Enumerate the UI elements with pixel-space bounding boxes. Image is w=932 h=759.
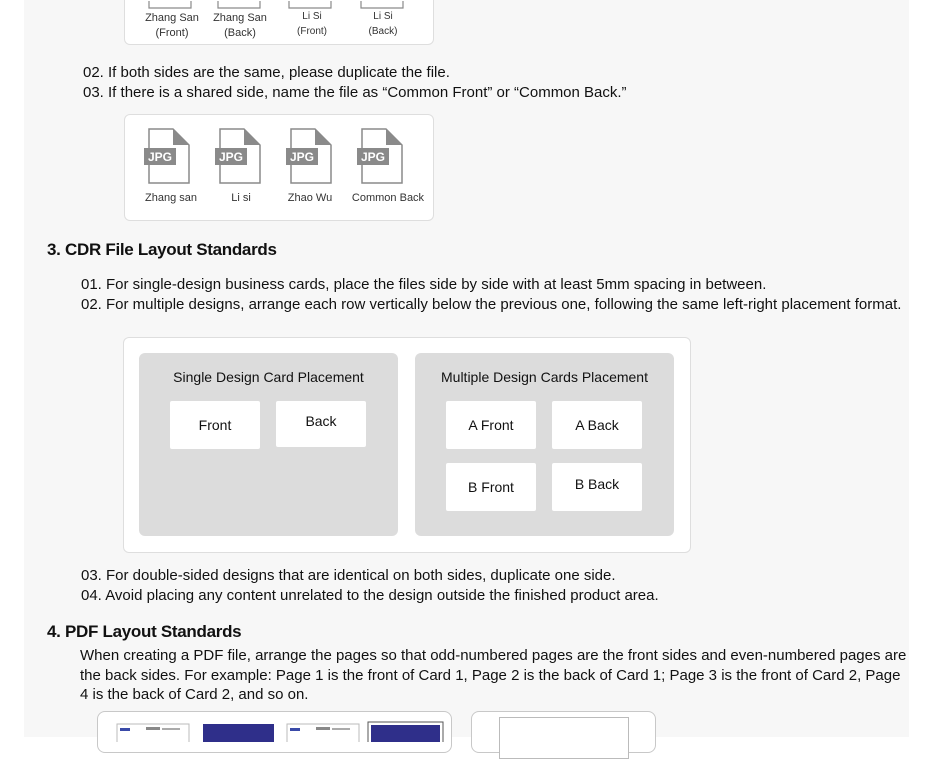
file-label-li-si-front (277, 9, 347, 39)
section-3-heading: 3. CDR File Layout Standards (47, 240, 277, 259)
business-card-thumbnails (98, 712, 451, 742)
jpg-file-icon (143, 128, 191, 184)
jpg-file-icon (356, 128, 404, 184)
file-label-line1: Li Si (373, 11, 393, 22)
rule-02-duplicate: 02. If both sides are the same, please duplicate the file. (83, 64, 450, 81)
single-back-card: Back (276, 401, 366, 447)
blank-page-thumbnail (499, 717, 629, 759)
b-back-card: B Back (552, 463, 642, 511)
multiple-design-placement-box (415, 353, 674, 536)
single-design-placement-box (139, 353, 398, 536)
rule-03-shared-side: 03. If there is a shared side, name the file as “Common Front” or “Common Back.” (83, 84, 627, 101)
file-label-li-si-back (348, 9, 418, 39)
a-front-card: A Front (446, 401, 536, 449)
section-4-paragraph: When creating a PDF file, arrange the pages so that odd-numbered pages are the front sides and even-numbered pages are the back sides. For example: Page 1 is the front of Card 1, Page 2 is the back of Card 1; Page 3 is the front of Card 2, Page 4 is the back of Card 2, and so on. (80, 647, 907, 703)
cdr-layout-diagram-card (123, 337, 691, 553)
file-label-zhang-san-front (137, 11, 207, 41)
jpg-file-icon (285, 128, 333, 184)
file-label-line2: (Back) (224, 27, 256, 39)
section-4-heading: 4. PDF Layout Standards (47, 622, 242, 641)
section-3-rule-03: 03. For double-sided designs that are identical on both sides, duplicate one side. (81, 567, 616, 584)
section-3-rule-02: 02. For multiple designs, arrange each row vertically below the previous one, following the same left-right placement format. (81, 296, 902, 313)
jpg-files-card (124, 114, 434, 221)
multiple-design-title: Multiple Design Cards Placement (441, 369, 648, 385)
file-label-zhang-san-back (205, 11, 275, 41)
file-label-line1: Li Si (302, 11, 322, 22)
pdf-pages-frame-left (97, 711, 452, 753)
pdf-pages-frame-right (471, 711, 656, 753)
file-label-line2: (Front) (297, 26, 327, 37)
file-label-line2: (Back) (368, 26, 398, 37)
section-3-rule-01: 01. For single-design business cards, place the files side by side with at least 5mm spacing in between. (81, 276, 767, 293)
section-3-rule-04: 04. Avoid placing any content unrelated to the design outside the finished product area. (81, 587, 659, 604)
file-naming-example-card (124, 0, 434, 45)
jpg-file-label: Zhang san (145, 192, 197, 204)
jpg-file-icon (214, 128, 262, 184)
file-label-line1: Zhang San (145, 12, 199, 24)
a-back-card: A Back (552, 401, 642, 449)
jpg-file-label: Common Back (351, 192, 425, 204)
file-label-line1: Zhang San (213, 12, 267, 24)
jpg-badge-text: JPG (360, 150, 386, 164)
jpg-file-label: Li si (231, 192, 251, 204)
jpg-file-label: Zhao Wu (287, 192, 333, 204)
jpg-badge-text: JPG (147, 150, 173, 164)
single-design-title: Single Design Card Placement (173, 369, 364, 385)
single-front-card: Front (170, 401, 260, 449)
jpg-badge-text: JPG (218, 150, 244, 164)
file-label-line2: (Front) (155, 27, 189, 39)
b-front-card: B Front (446, 463, 536, 511)
jpg-badge-text: JPG (289, 150, 315, 164)
